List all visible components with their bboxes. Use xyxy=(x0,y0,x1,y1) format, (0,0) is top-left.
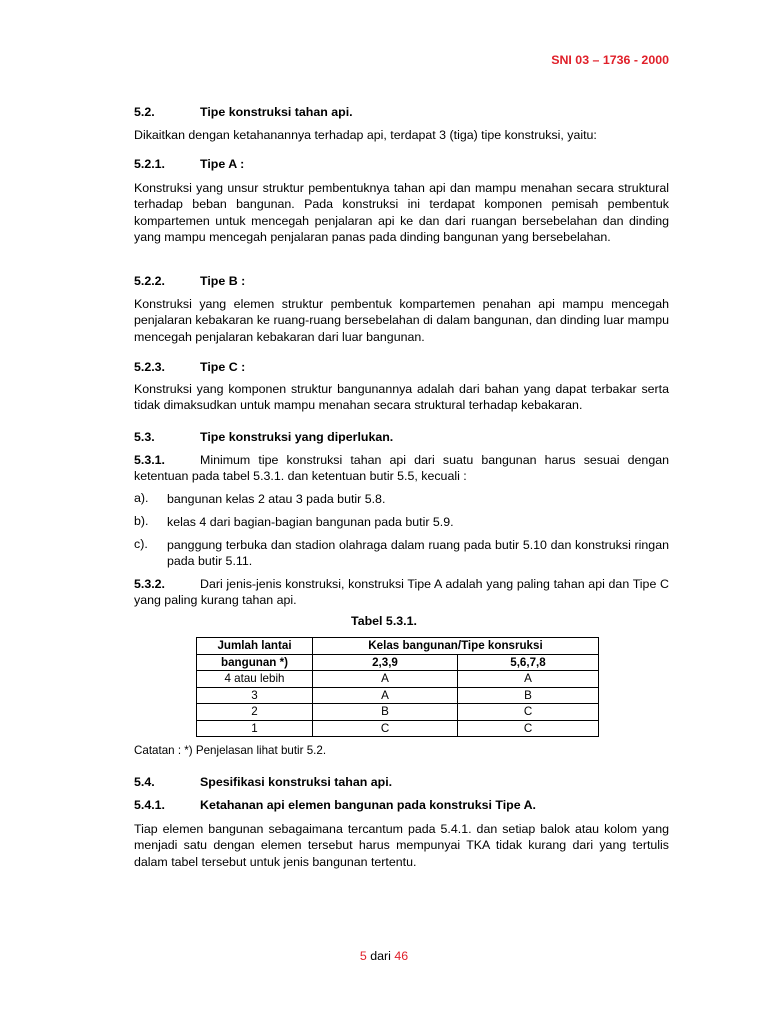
list-marker: a). xyxy=(134,491,149,505)
table-row xyxy=(197,687,599,704)
table-row xyxy=(197,704,599,721)
table-subheader: 5,6,7,8 xyxy=(458,654,599,671)
subsection-paragraph: Tiap elemen bangunan sebagaimana tercantum pada 5.4.1. dan setiap balok atau kolom yang menjadi satu dengan elemen tersebut harus mempunyai TKA tidak kurang dari yang tertulis dalam tabel tersebut untuk jenis bangunan tertentu. xyxy=(134,822,669,869)
current-page: 5 xyxy=(359,949,367,963)
clause-text: Minimum tipe konstruksi tahan api dari suatu bangunan harus sesuai dengan ketentuan pada tabel 5.3.1. dan ketentuan butir 5.5, kecuali : xyxy=(134,453,669,484)
subsection-paragraph: Konstruksi yang komponen struktur bangunannya adalah dari bahan yang dapat terbakar serta tidak dimaksudkan untuk mampu menahan secara struktural terhadap kebakaran. xyxy=(134,382,669,413)
list-marker: c). xyxy=(134,537,148,551)
subsection-title: Tipe A : xyxy=(200,157,245,171)
table-cell: 2 xyxy=(197,704,313,721)
list-item: bangunan kelas 2 atau 3 pada butir 5.8. xyxy=(167,492,386,506)
subsection-number: 5.2.1. xyxy=(134,157,166,171)
table-cell: 4 atau lebih xyxy=(197,671,313,688)
section-number: 5.4. xyxy=(134,775,155,789)
clause-text: Dari jenis-jenis konstruksi, konstruksi Tipe A adalah yang paling tahan api dan Tipe C yang paling kurang tahan api. xyxy=(134,577,669,608)
total-pages: 46 xyxy=(394,949,409,963)
subsection-title: Tipe B : xyxy=(200,274,246,288)
table-cell: C xyxy=(458,704,599,721)
table-row xyxy=(197,671,599,688)
subsection-paragraph: Konstruksi yang unsur struktur pembentuknya tahan api dan mampu menahan secara struktural terhadap beban bangunan. Pada konstruksi ini terdapat komponen pemisah pembentuk kompartemen untuk mencegah penjalaran api ke dan dari ruangan bersebelahan dan dinding yang mampu mencegah penjalaran panas pada dinding bangunan yang bersebelahan. xyxy=(134,181,669,245)
page-number xyxy=(0,949,768,963)
subsection-title: Ketahanan api elemen bangunan pada konstruksi Tipe A. xyxy=(200,798,536,812)
table-cell: A xyxy=(313,671,458,688)
table-row xyxy=(197,720,599,737)
section-title: Tipe konstruksi yang diperlukan. xyxy=(200,430,394,444)
table-cell: B xyxy=(313,704,458,721)
table-cell: B xyxy=(458,687,599,704)
subsection-paragraph: Konstruksi yang elemen struktur pembentuk kompartemen penahan api mampu mencegah penjalaran kebakaran ke ruang-ruang bersebelahan di dalam bangunan, dan dinding luar mampu mencegah penjalaran kebakaran dari luar bangunan. xyxy=(134,297,669,344)
table-caption: Tabel 5.3.1. xyxy=(351,614,417,628)
subsection-number: 5.2.2. xyxy=(134,274,166,288)
list-item: panggung terbuka dan stadion olahraga dalam ruang pada butir 5.10 dan konstruksi ringan pada butir 5.11. xyxy=(167,538,669,569)
section-title: Spesifikasi konstruksi tahan api. xyxy=(200,775,393,789)
clause-paragraph xyxy=(134,452,669,485)
clause-number: 5.3.1. xyxy=(134,453,166,467)
subsection-number: 5.4.1. xyxy=(134,798,166,812)
section-number: 5.3. xyxy=(134,430,155,444)
table-cell: C xyxy=(313,720,458,737)
page-of-label: dari xyxy=(370,949,391,963)
table-cell: A xyxy=(313,687,458,704)
list-item: kelas 4 dari bagian-bagian bangunan pada butir 5.9. xyxy=(167,515,454,529)
table-subheader: 2,3,9 xyxy=(313,654,458,671)
table-cell: C xyxy=(458,720,599,737)
subsection-number: 5.2.3. xyxy=(134,360,166,374)
section-number: 5.2. xyxy=(134,105,155,119)
subsection-title: Tipe C : xyxy=(200,360,246,374)
table-header-floors: Jumlah lantai xyxy=(197,638,313,655)
construction-type-table xyxy=(196,637,599,737)
list-marker: b). xyxy=(134,514,149,528)
table-header-group: Kelas bangunan/Tipe konsruksi xyxy=(313,638,599,655)
standard-number: SNI 03 – 1736 - 2000 xyxy=(551,53,669,67)
clause-number: 5.3.2. xyxy=(134,577,166,591)
section-intro: Dikaitkan dengan ketahanannya terhadap api, terdapat 3 (tiga) tipe konstruksi, yaitu: xyxy=(134,128,597,142)
table-header-floors: bangunan *) xyxy=(197,654,313,671)
section-title: Tipe konstruksi tahan api. xyxy=(200,105,353,119)
table-cell: 1 xyxy=(197,720,313,737)
table-cell: A xyxy=(458,671,599,688)
table-cell: 3 xyxy=(197,687,313,704)
clause-paragraph xyxy=(134,576,669,609)
table-note: Catatan : *) Penjelasan lihat butir 5.2. xyxy=(134,744,327,757)
